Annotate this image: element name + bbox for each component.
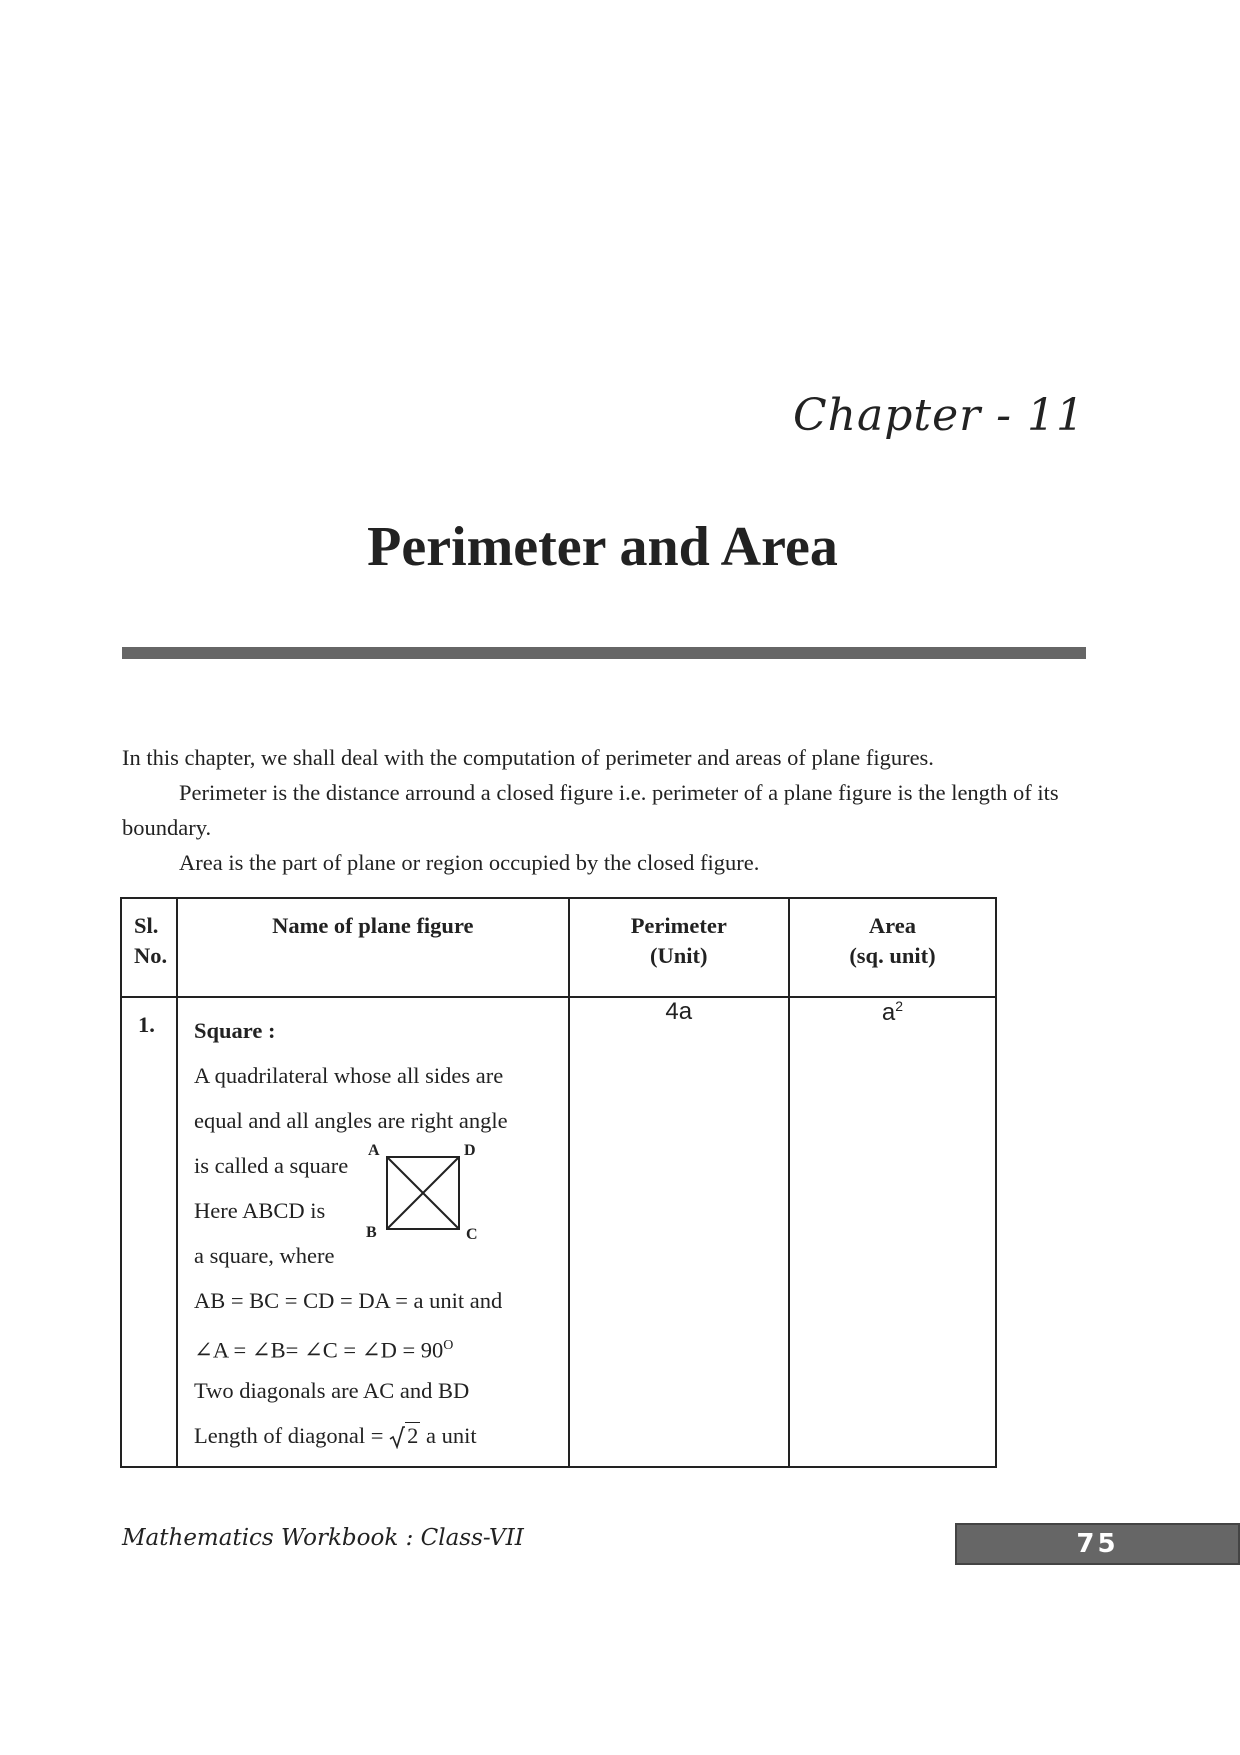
footer-book-title: Mathematics Workbook : Class-VII (122, 1525, 524, 1551)
degree-superscript: O (443, 1338, 454, 1353)
sqrt-radicand: 2 (407, 1423, 419, 1448)
table-header-row (121, 898, 996, 997)
vertex-label-d: D (463, 1142, 476, 1159)
desc-line-3: is called a square (193, 1153, 349, 1178)
figure-name: Square : (193, 1018, 276, 1043)
desc-line-6: AB = BC = CD = DA = a unit and (193, 1288, 503, 1313)
vertex-label-c: C (465, 1226, 478, 1241)
header-sl-no (121, 898, 177, 997)
angles-text: ∠A = ∠B= ∠C = ∠D = 90 (193, 1337, 444, 1363)
desc-line-9 (194, 1413, 558, 1458)
area-base: a (881, 999, 896, 1026)
intro-text (122, 740, 1087, 880)
header-area (789, 898, 996, 997)
diagonal-text: Length of diagonal = (193, 1423, 384, 1448)
table-row (121, 997, 996, 1467)
row-description (177, 997, 569, 1467)
intro-paragraph-1: In this chapter, we shall deal with the computation of perimeter and areas of plane figures. (122, 745, 934, 770)
header-perimeter-line1: Perimeter (630, 913, 727, 938)
vertex-label-a: A (367, 1142, 380, 1159)
header-name: Name of plane figure (177, 898, 569, 997)
desc-line-1: A quadrilateral whose all sides are (193, 1063, 504, 1088)
desc-line-7 (194, 1323, 558, 1368)
vertex-label-b: B (365, 1224, 377, 1241)
intro-paragraph-2: Perimeter is the distance arround a closed figure i.e. perimeter of a plane figure is the length of its boundary. (122, 780, 1059, 840)
sqrt-symbol-icon (389, 1425, 405, 1449)
desc-line-5: a square, where (193, 1243, 335, 1268)
header-sl-line1: Sl. (134, 913, 159, 938)
row-perimeter: 4a (569, 997, 789, 1467)
desc-line-8: Two diagonals are AC and BD (193, 1378, 470, 1403)
area-exponent: 2 (895, 998, 904, 1014)
sqrt-expression (389, 1413, 420, 1458)
square-figure-row (193, 1142, 558, 1241)
header-perimeter-line2: (Unit) (650, 943, 708, 968)
header-sl-line2: No. (134, 943, 168, 968)
row-sl: 1. (121, 997, 177, 1467)
title-divider (122, 647, 1086, 659)
header-area-line2: (sq. unit) (849, 943, 936, 968)
diagonal-unit: a unit (425, 1423, 477, 1448)
figures-table (120, 897, 997, 1468)
desc-line-2: equal and all angles are right angle (193, 1108, 508, 1133)
page-number: 75 (955, 1523, 1240, 1565)
page-title: Perimeter and Area (367, 516, 838, 578)
header-perimeter (569, 898, 789, 997)
header-area-line1: Area (868, 913, 916, 938)
desc-line-4: Here ABCD is (193, 1198, 326, 1223)
row-area (789, 997, 996, 1467)
intro-paragraph-3: Area is the part of plane or region occupied by the closed figure. (179, 850, 760, 875)
square-abcd-diagram (364, 1141, 494, 1241)
chapter-label: Chapter - 11 (793, 390, 1085, 441)
